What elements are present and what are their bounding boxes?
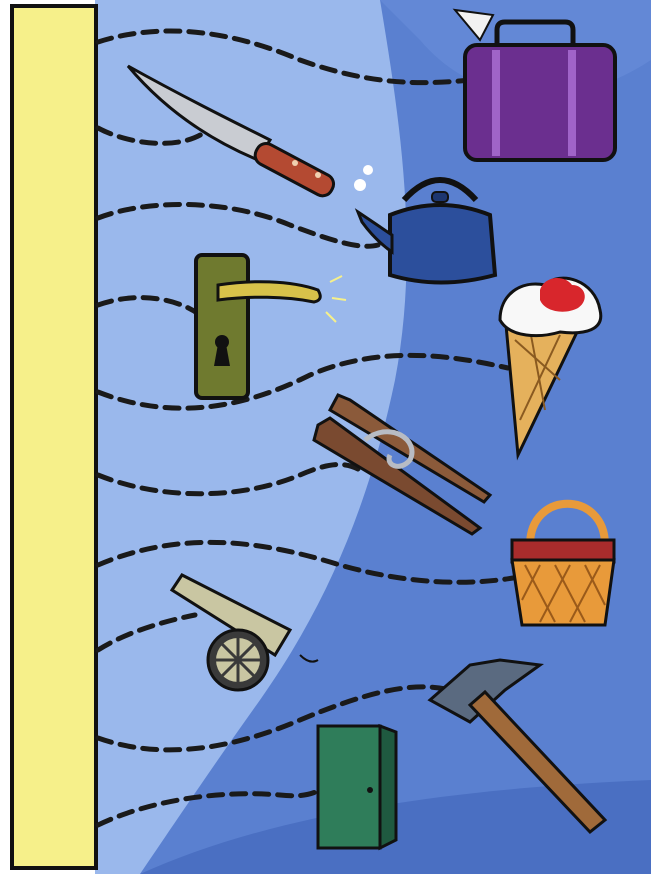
door-icon	[318, 726, 396, 848]
number-column	[12, 6, 96, 868]
